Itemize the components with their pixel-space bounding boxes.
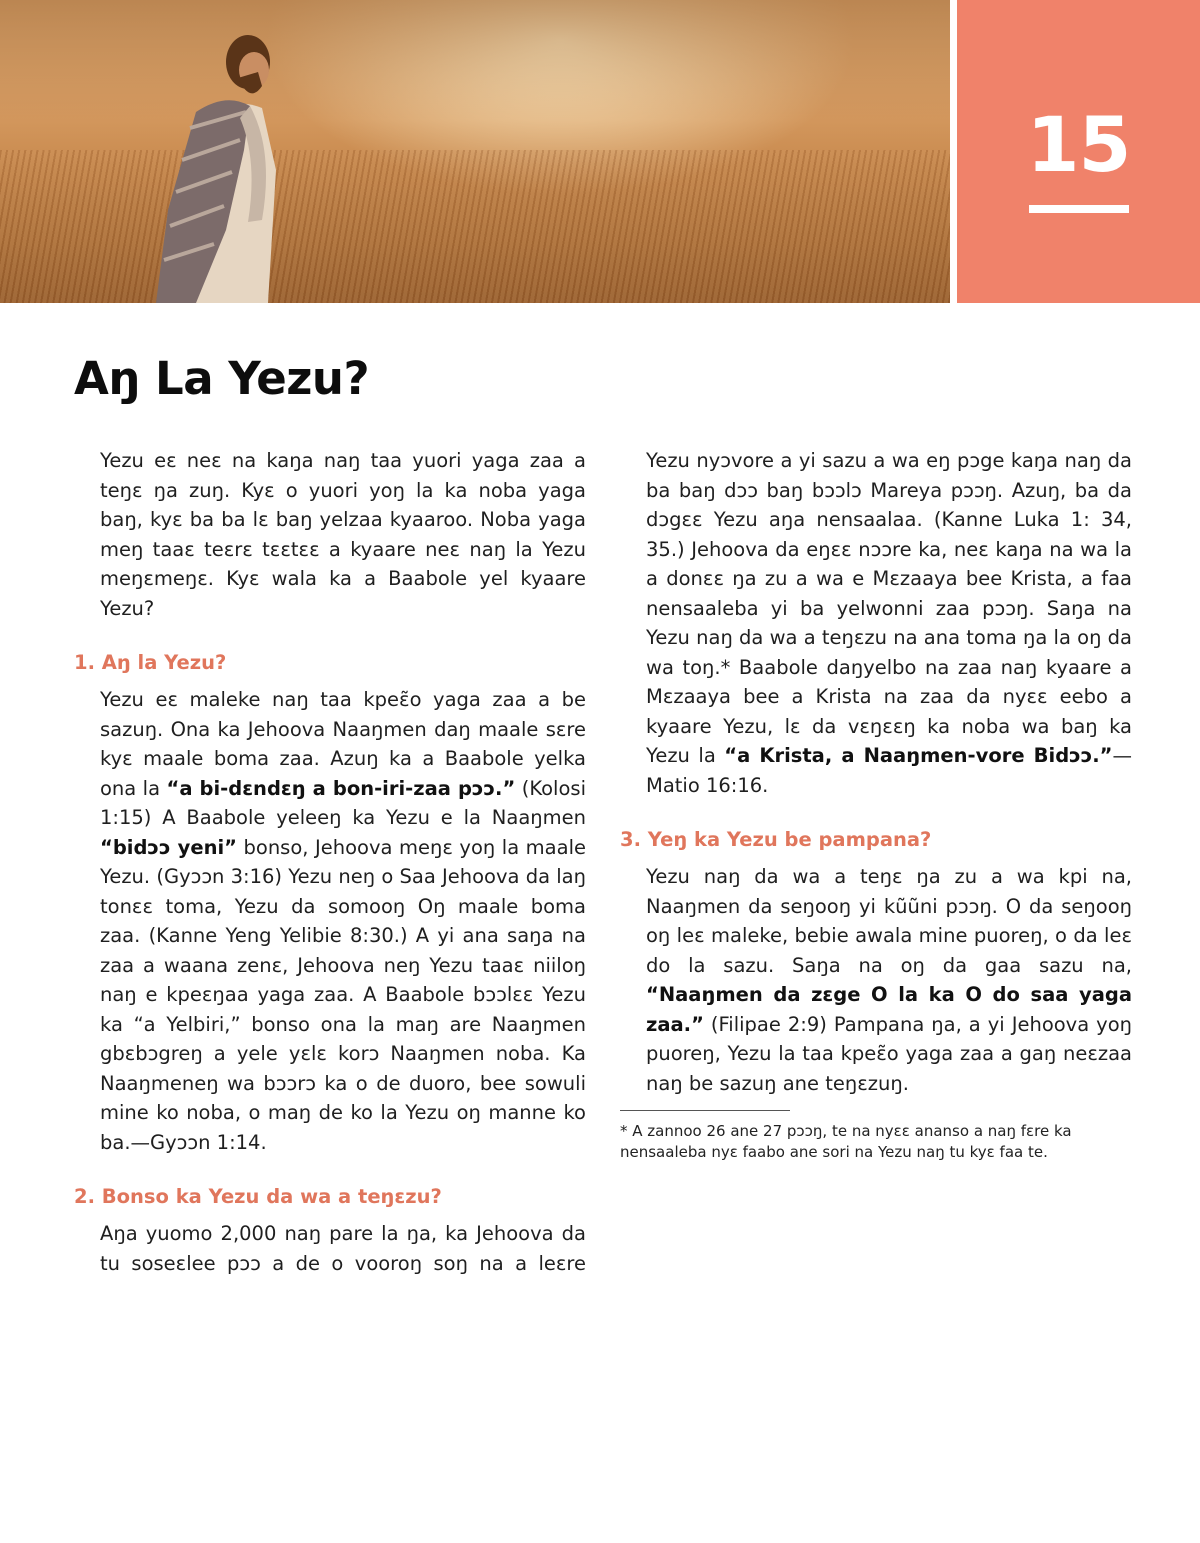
page-title: Aŋ La Yezu? <box>74 352 370 405</box>
answer-3-paragraph <box>620 862 1132 1098</box>
header-photo <box>0 0 950 303</box>
answer-1-quote-a: “a bi-dɛndɛŋ a bon-iri-zaa pɔɔ.” <box>166 776 516 800</box>
answer-1-text: (Kolosi 1:15) A Baabole yeleeŋ ka Yezu e la Naaŋmen <box>100 776 586 829</box>
answer-1-text: Yezu eɛ maleke naŋ taa kpeɛ̃o yaga zaa a be sazuŋ. Ona ka Jehoova Naaŋmen daŋ maale sɛre kyɛ maale boma zaa. Azuŋ ka a Baabole yelka ona la <box>100 688 586 800</box>
answer-2-text: Yezu nyɔvore a yi sazu a wa eŋ pɔge kaŋa naŋ da ba baŋ dɔɔ baŋ bɔɔlɔ Mareya pɔɔŋ. Azuŋ, ba da dɔgɛɛ Yezu aŋa nensaalaa. (Kanne Luka 1: 34, 35.) Jehoova da eŋɛɛ nɔɔre ka, neɛ kaŋa na wa la a donɛɛ ŋa zu a wa e Mɛzaaya bee Krista, a faa nensaaleba yi ba yelwonni zaa pɔɔŋ. Saŋa na Yezu naŋ da wa a teŋɛzu na ana toma ŋa la oŋ da wa toŋ.* Baabole daŋyelbo na zaa naŋ kyaare a Mɛzaaya bee a Krista na zaa da nyɛɛ eebo a kyaare Yezu, lɛ da vɛŋɛɛŋ ka noba wa baŋ ka Yezu la <box>646 449 1132 767</box>
lesson-number-underline <box>1029 205 1129 213</box>
lesson-number: 15 <box>1026 100 1131 189</box>
right-column <box>620 446 1132 1163</box>
answer-3-quote: “Naaŋmen da zɛge O la ka O do saa yaga zaa.” <box>646 983 1132 1036</box>
footnote: * A zannoo 26 ane 27 pɔɔŋ, te na nyɛɛ ananso a naŋ fɛre ka nensaaleba nyɛ faabo ane sori na Yezu naŋ tu kyɛ faa te. <box>620 1122 1072 1161</box>
answer-1-quote-b: “bidɔɔ yeni” <box>100 835 237 859</box>
answer-2-continued <box>620 446 1132 800</box>
answer-2-quote: “a Krista, a Naaŋmen-vore Bidɔɔ.” <box>724 744 1113 767</box>
answer-2-text: Aŋa yuomo 2,000 naŋ pare la ŋa, ka Jehoova da tu soseɛlee pɔɔ a de o vooroŋ soŋ na a leɛre <box>100 1222 586 1275</box>
footnote-divider <box>620 1110 790 1111</box>
question-1-heading: 1. Aŋ la Yezu? <box>74 651 227 674</box>
answer-2-paragraph <box>74 1219 586 1278</box>
answer-1-paragraph <box>74 685 586 1157</box>
left-column <box>74 446 586 1278</box>
question-2-heading: 2. Bonso ka Yezu da wa a teŋɛzu? <box>74 1185 442 1208</box>
lesson-number-badge <box>957 0 1200 303</box>
answer-1-text: bonso, Jehoova meŋɛ yoŋ la maale Yezu. (Gyɔɔn 3:16) Yezu neŋ o Saa Jehoova da laŋ tonɛɛ toma, Yezu da somooŋ Oŋ maale boma zaa. (Kanne Yeng Yelibie 8:30.) A yi ana saŋa na zaa a waana zenɛ, Jehoova neŋ Yezu taaɛ niiloŋ naŋ e kpeɛŋaa yaga zaa. A Baabole bɔɔlɛɛ Yezu ka “a Yelbiri,” bonso ona la maŋ are Naaŋmen gbɛbɔgreŋ a yele yɛlɛ korɔ Naaŋmen noba. Ka Naaŋmeneŋ wa bɔɔrɔ ka o de duoro, bee sowuli mine ko noba, o maŋ de ko la Yezu oŋ manne ko ba.—Gyɔɔn 1:14. <box>100 835 586 1154</box>
answer-2-text: —Matio 16:16. <box>646 744 1132 797</box>
answer-3-text: Yezu naŋ da wa a teŋɛ ŋa zu a wa kpi na, Naaŋmen da seŋooŋ yi kũũni pɔɔŋ. O da seŋooŋ oŋ leɛ maleke, bebie awala mine puoreŋ, o da leɛ do la sazu. Saŋa na oŋ da gaa sazu na, <box>646 865 1132 977</box>
question-3-heading: 3. Yeŋ ka Yezu be pampana? <box>620 828 932 851</box>
answer-3-text: (Filipae 2:9) Pampana ŋa, a yi Jehoova yoŋ puoreŋ, Yezu la taa kpeɛ̃o yaga zaa a gaŋ neɛzaa naŋ be sazuŋ ane teŋɛzuŋ. <box>646 1012 1132 1095</box>
photo-walking-man <box>0 0 950 303</box>
intro-paragraph: Yezu eɛ neɛ na kaŋa naŋ taa yuori yaga zaa a teŋɛ ŋa zuŋ. Kyɛ o yuori yoŋ la ka noba yaga baŋ, kyɛ ba ba lɛ baŋ yelzaa kyaaroo. Noba yaga meŋ taaɛ teɛrɛ tɛɛtɛɛ a kyaare neɛ naŋ la Yezu meŋɛmeŋɛ. Kyɛ wala ka a Baabole yel kyaare Yezu? <box>100 449 586 620</box>
